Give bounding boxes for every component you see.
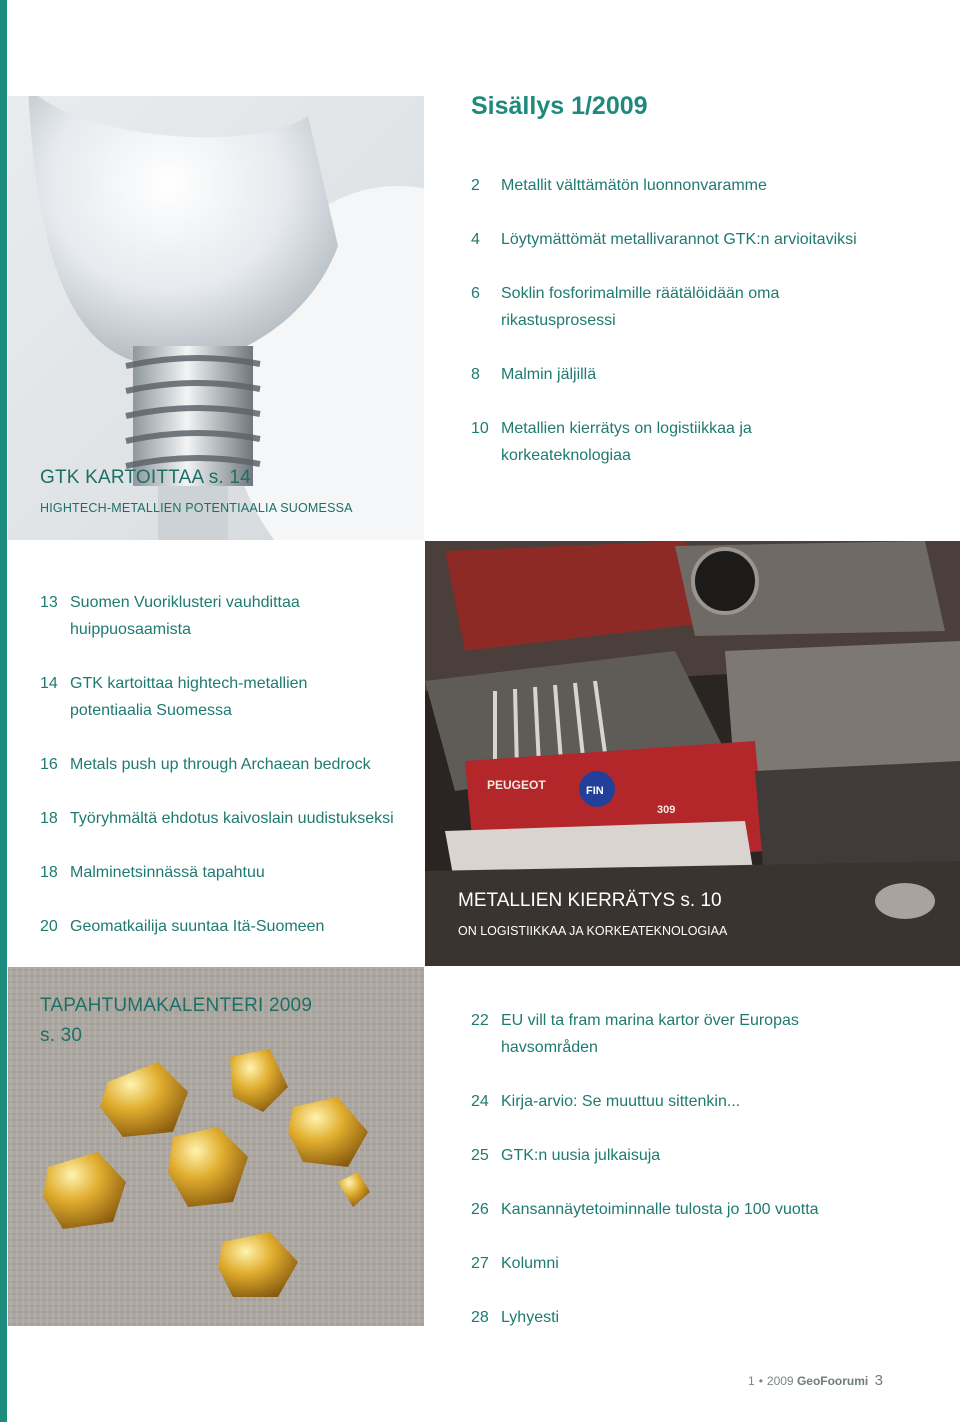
toc-title: GTK:n uusia julkaisuja [501, 1147, 661, 1164]
cars-caption-subheading: ON LOGISTIIKKAA JA KORKEATEKNOLOGIAA [458, 924, 728, 938]
footer-year: 2009 [766, 1374, 794, 1388]
toc-page-number: 14 [40, 675, 58, 692]
toc-title: Metallit välttämätön luonnonvaramme [501, 177, 767, 194]
toc-page-number: 25 [471, 1147, 489, 1164]
toc-page-number: 16 [40, 756, 58, 773]
toc-title: GTK kartoittaa hightech-metallien [70, 675, 308, 692]
toc-title: Löytymättömät metallivarannot GTK:n arvioitaviksi [501, 231, 857, 248]
toc-title-continued: huippuosaamista [70, 621, 191, 638]
toc-middle-list [40, 589, 430, 949]
model-badge-text: 309 [657, 804, 676, 816]
toc-page-number: 22 [471, 1012, 489, 1029]
toc-page-number: 18 [40, 864, 58, 881]
toc-page-number: 4 [471, 231, 480, 248]
toc-title: Malmin jäljillä [501, 366, 597, 383]
toc-title: Työryhmältä ehdotus kaivoslain uudistukseksi [70, 810, 394, 827]
toc-bottom-list [471, 1007, 941, 1337]
toc-title-continued: korkeateknologiaa [501, 447, 631, 464]
toc-page-number: 2 [471, 177, 480, 194]
toc-page-number: 10 [471, 420, 489, 437]
gold-caption-heading-line1: TAPAHTUMAKALENTERI 2009 [40, 995, 313, 1016]
toc-title: Metallien kierrätys on logistiikkaa ja [501, 420, 752, 437]
toc-title-continued: potentiaalia Suomessa [70, 702, 232, 719]
gold-caption-heading [40, 991, 312, 1051]
toc-title: EU vill ta fram marina kartor över Europas [501, 1012, 799, 1029]
toc-page-number: 13 [40, 594, 58, 611]
gold-caption-heading-line2: s. 30 [40, 1025, 83, 1046]
footer-separator-dot: • [758, 1374, 763, 1388]
toc-title: Soklin fosforimalmille räätälöidään oma [501, 285, 780, 302]
toc-page-number: 18 [40, 810, 58, 827]
footer-page-number: 3 [874, 1372, 883, 1389]
lightbulb-caption-subheading: HIGHTECH-METALLIEN POTENTIAALIA SUOMESSA [40, 501, 353, 515]
cars-caption-heading: METALLIEN KIERRÄTYS s. 10 [458, 890, 722, 911]
toc-page-number: 20 [40, 918, 58, 935]
fin-badge-text: FIN [586, 785, 604, 797]
toc-title: Suomen Vuoriklusteri vauhdittaa [70, 594, 300, 611]
left-edge-bar [0, 0, 7, 1422]
toc-title: Geomatkailija suuntaa Itä-Suomeen [70, 918, 325, 935]
footer-issue: 1 [748, 1374, 755, 1388]
lightbulb-caption-heading: GTK KARTOITTAA s. 14 [40, 467, 251, 488]
toc-title: Kirja-arvio: Se muuttuu sittenkin... [501, 1093, 741, 1110]
toc-title: Lyhyesti [501, 1309, 560, 1326]
toc-page-number: 24 [471, 1093, 489, 1110]
toc-title: Metals push up through Archaean bedrock [70, 756, 371, 773]
toc-title: Malminetsinnässä tapahtuu [70, 864, 265, 881]
footer-brand: GeoFoorumi [796, 1374, 869, 1388]
toc-page-number: 8 [471, 366, 480, 383]
toc-top-list [471, 172, 941, 482]
toc-page-number: 27 [471, 1255, 489, 1272]
toc-page-number: 26 [471, 1201, 489, 1218]
toc-title: Kansannäytetoiminnalle tulosta jo 100 vuotta [501, 1201, 819, 1218]
page-title: Sisällys 1/2009 [471, 92, 648, 120]
toc-page-number: 6 [471, 285, 480, 302]
peugeot-badge-text: PEUGEOT [487, 778, 546, 792]
toc-title: Kolumni [501, 1255, 559, 1272]
toc-page-number: 28 [471, 1309, 489, 1326]
toc-title-continued: rikastusprosessi [501, 312, 616, 329]
page-footer [748, 1372, 883, 1389]
toc-title-continued: havsområden [501, 1039, 598, 1056]
